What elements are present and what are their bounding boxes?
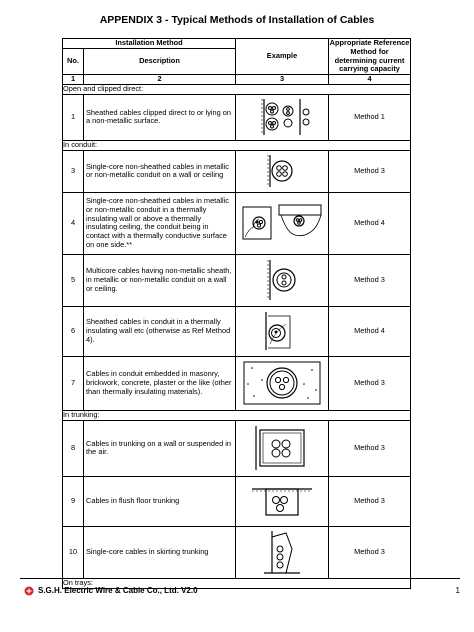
row-description: Multicore cables having non-metallic sheath, in metallic or non-metallic conduit on a wall or ceiling. bbox=[84, 254, 236, 306]
table-row bbox=[63, 94, 411, 140]
embedded-conduit-icon bbox=[242, 360, 322, 406]
company-logo-icon bbox=[24, 586, 34, 596]
row-description: Cables in trunking on a wall or suspended in the air. bbox=[84, 420, 236, 476]
sheathed-conduit-insulated-icon bbox=[260, 310, 304, 352]
multicore-conduit-icon bbox=[262, 258, 302, 302]
col-number-1: 1 bbox=[63, 75, 84, 85]
section-in-conduit: In conduit: bbox=[63, 140, 411, 150]
reference-method-header: Appropriate Reference Method for determining current carrying capacity bbox=[329, 38, 410, 74]
row-number: 7 bbox=[63, 356, 84, 410]
row-number: 1 bbox=[63, 94, 84, 140]
table-row bbox=[63, 476, 411, 526]
table-row bbox=[63, 306, 411, 356]
reference-method: Method 3 bbox=[329, 526, 411, 578]
skirting-trunking-icon bbox=[262, 529, 302, 575]
footer-divider bbox=[20, 578, 460, 579]
section-in-trunking: In trunking: bbox=[63, 410, 411, 420]
row-number: 4 bbox=[63, 192, 84, 254]
clipped-direct-icon bbox=[250, 97, 314, 137]
page-title: APPENDIX 3 - Typical Methods of Installation of Cables bbox=[99, 14, 375, 26]
col-number-3: 3 bbox=[236, 75, 329, 85]
table-row bbox=[63, 526, 411, 578]
page-number: 1 bbox=[455, 586, 460, 595]
reference-method: Method 4 bbox=[329, 306, 411, 356]
row-description: Cables in flush floor trunking bbox=[84, 476, 236, 526]
reference-method: Method 3 bbox=[329, 150, 411, 192]
section-row bbox=[63, 84, 411, 94]
row-number: 6 bbox=[63, 306, 84, 356]
row-number: 3 bbox=[63, 150, 84, 192]
example-header: Example bbox=[236, 39, 329, 75]
footer bbox=[20, 584, 460, 598]
reference-method: Method 3 bbox=[329, 356, 411, 410]
table-row bbox=[63, 192, 411, 254]
row-description: Sheathed cables clipped direct to or lying on a non-metallic surface. bbox=[84, 94, 236, 140]
row-number: 5 bbox=[63, 254, 84, 306]
row-number: 10 bbox=[63, 526, 84, 578]
no-header: No. bbox=[63, 49, 84, 75]
header-row-1 bbox=[63, 39, 411, 49]
company-name: S.G.H. Electric Wire & Cable Co., Ltd. V2.0 bbox=[38, 586, 198, 595]
conduit-on-wall-icon bbox=[262, 153, 302, 189]
section-row bbox=[63, 140, 411, 150]
table-row bbox=[63, 356, 411, 410]
conduit-in-insulated-wall-icon bbox=[239, 201, 325, 245]
row-description: Single-core cables in skirting trunking bbox=[84, 526, 236, 578]
row-description: Cables in conduit embedded in masonry, brickwork, concrete, plaster or the like (other than thermally insulating materials). bbox=[84, 356, 236, 410]
row-description: Sheathed cables in conduit in a thermally insulating wall etc (otherwise as Ref Method 4). bbox=[84, 306, 236, 356]
trunking-wall-icon bbox=[252, 424, 312, 472]
col-number-4: 4 bbox=[329, 75, 411, 85]
reference-method: Method 3 bbox=[329, 420, 411, 476]
installation-methods-table bbox=[62, 38, 411, 589]
reference-method: Method 3 bbox=[329, 476, 411, 526]
section-open-clipped: Open and clipped direct: bbox=[63, 84, 411, 94]
reference-method: Method 4 bbox=[329, 192, 411, 254]
installation-method-header: Installation Method bbox=[63, 39, 236, 49]
table-row bbox=[63, 150, 411, 192]
section-row bbox=[63, 410, 411, 420]
table-row bbox=[63, 420, 411, 476]
reference-method: Method 3 bbox=[329, 254, 411, 306]
reference-method: Method 1 bbox=[329, 94, 411, 140]
row-description: Single-core non-sheathed cables in metallic or non-metallic conduit on a wall or ceiling bbox=[84, 150, 236, 192]
table-row bbox=[63, 254, 411, 306]
col-number-2: 2 bbox=[84, 75, 236, 85]
description-header: Description bbox=[84, 49, 236, 75]
section-on-trays: On trays: bbox=[63, 578, 411, 588]
row-number: 9 bbox=[63, 476, 84, 526]
row-number: 8 bbox=[63, 420, 84, 476]
row-description: Single-core non-sheathed cables in metallic or non-metallic conduit in a thermally insulating wall or above a thermally insulating ceiling, the conduit being in contact with a thermally conductive surface on one side.** bbox=[84, 192, 236, 254]
floor-trunking-icon bbox=[250, 481, 314, 521]
column-number-row bbox=[63, 75, 411, 85]
